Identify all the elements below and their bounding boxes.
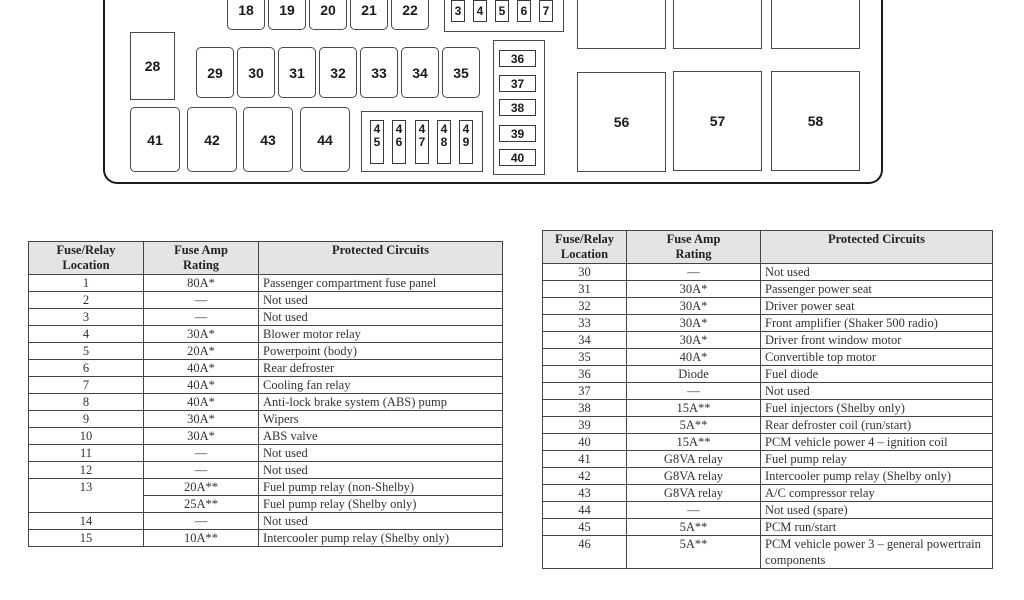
fuse-label: 35 <box>453 64 469 81</box>
fuse-label-bottom: 5 <box>373 135 381 149</box>
cell-rating: — <box>144 513 259 530</box>
fuse-32 <box>319 47 357 98</box>
cell-location: 34 <box>543 332 627 349</box>
cell-location: 30 <box>543 264 627 281</box>
header-circuits <box>761 231 993 264</box>
fuse-label: 20 <box>320 2 336 18</box>
cell-location: 15 <box>29 530 144 547</box>
cell-location: 13 <box>29 479 144 496</box>
fuse-43 <box>243 107 293 172</box>
fuse-30 <box>237 47 275 98</box>
table-row <box>543 485 993 502</box>
fuse-label-bottom: 6 <box>395 135 403 149</box>
cell-rating: G8VA relay <box>627 468 761 485</box>
cell-location: 14 <box>29 513 144 530</box>
relay-label: 58 <box>807 113 824 129</box>
fuse-label: 6 <box>520 4 528 18</box>
mini-fuse-36 <box>499 50 536 67</box>
table-row <box>543 349 993 366</box>
fuse-label: 43 <box>260 131 276 148</box>
table-row <box>29 377 503 394</box>
table-row <box>543 264 993 281</box>
cell-location: 7 <box>29 377 144 394</box>
fuse-18 <box>227 0 265 30</box>
table-row <box>29 343 503 360</box>
mini-fuse-37 <box>499 75 536 92</box>
fuse-label: 22 <box>402 2 418 18</box>
cell-circuit: Fuel pump relay (Shelby only) <box>259 496 503 513</box>
cell-circuit: Wipers <box>259 411 503 428</box>
fuse-label: 42 <box>204 131 220 148</box>
table-row <box>543 400 993 417</box>
cell-rating: 30A* <box>627 281 761 298</box>
fuse-41 <box>130 107 180 172</box>
fuse-35 <box>442 47 480 98</box>
cell-rating: 5A** <box>627 417 761 434</box>
fuse-21 <box>350 0 388 30</box>
cell-rating: 40A* <box>627 349 761 366</box>
cell-rating: 80A* <box>144 275 259 292</box>
cell-rating: 30A* <box>627 298 761 315</box>
table-row <box>29 428 503 445</box>
table-row <box>543 519 993 536</box>
cell-location: 11 <box>29 445 144 462</box>
cell-circuit: Not used <box>259 445 503 462</box>
cell-rating: 15A** <box>627 400 761 417</box>
header-line: Fuse Amp <box>174 243 228 257</box>
cell-location <box>29 496 144 513</box>
cell-circuit: Not used <box>259 462 503 479</box>
header-line: Rating <box>675 247 712 261</box>
cell-location: 31 <box>543 281 627 298</box>
fuse-label: 31 <box>289 64 305 81</box>
header-circuits <box>259 242 503 275</box>
table-row <box>29 462 503 479</box>
table-row <box>543 315 993 332</box>
table-row <box>543 298 993 315</box>
fuse-label: 34 <box>412 64 428 81</box>
cell-location: 38 <box>543 400 627 417</box>
relay-54 <box>673 0 762 49</box>
cell-rating: 40A* <box>144 394 259 411</box>
cell-rating: — <box>144 309 259 326</box>
mini-fuse-4 <box>473 0 487 22</box>
cell-circuit: Powerpoint (body) <box>259 343 503 360</box>
cell-location: 2 <box>29 292 144 309</box>
fuse-label: 29 <box>207 64 223 81</box>
cell-circuit: Cooling fan relay <box>259 377 503 394</box>
cell-circuit: Anti-lock brake system (ABS) pump <box>259 394 503 411</box>
fuse-label-bottom: 7 <box>418 135 426 149</box>
cell-circuit: Fuel diode <box>761 366 993 383</box>
relay-57 <box>673 71 762 171</box>
cell-location: 43 <box>543 485 627 502</box>
fuse-29 <box>196 47 234 98</box>
cell-circuit: Front amplifier (Shaker 500 radio) <box>761 315 993 332</box>
table-row <box>543 332 993 349</box>
header-line: Protected Circuits <box>827 232 926 246</box>
cell-location: 33 <box>543 315 627 332</box>
cell-rating: — <box>144 292 259 309</box>
cell-rating: G8VA relay <box>627 451 761 468</box>
cell-circuit: Passenger compartment fuse panel <box>259 275 503 292</box>
cell-location: 45 <box>543 519 627 536</box>
table-row <box>543 281 993 298</box>
cell-rating: 15A** <box>627 434 761 451</box>
cell-rating: 25A** <box>144 496 259 513</box>
cell-rating: — <box>144 445 259 462</box>
fuse-label: 18 <box>238 2 254 18</box>
cell-rating: 20A* <box>144 343 259 360</box>
mini-fuse-48 <box>437 120 451 164</box>
cell-circuit: Not used <box>259 513 503 530</box>
table-row <box>29 360 503 377</box>
mini-fuse-47 <box>415 120 429 164</box>
fuse-label-top: 4 <box>440 122 448 136</box>
cell-circuit: PCM run/start <box>761 519 993 536</box>
fuse-31 <box>278 47 316 98</box>
cell-location: 5 <box>29 343 144 360</box>
fuse-label: 32 <box>330 64 346 81</box>
cell-circuit: Not used <box>761 264 993 281</box>
fuse-label-top: 4 <box>462 122 470 136</box>
fuse-42 <box>187 107 237 172</box>
fuse-label-top: 4 <box>395 122 403 136</box>
fuse-label: 36 <box>510 51 525 66</box>
cell-rating: — <box>144 462 259 479</box>
cell-circuit: Not used (spare) <box>761 502 993 519</box>
cell-circuit: Fuel pump relay (non-Shelby) <box>259 479 503 496</box>
fuse-19 <box>268 0 306 30</box>
mini-fuse-46 <box>392 120 406 164</box>
cell-rating: 30A* <box>627 315 761 332</box>
cell-location: 3 <box>29 309 144 326</box>
table-row <box>543 383 993 400</box>
table-header-row <box>543 231 993 264</box>
cell-circuit: PCM vehicle power 4 – ignition coil <box>761 434 993 451</box>
cell-circuit: Passenger power seat <box>761 281 993 298</box>
relay-56 <box>577 72 666 172</box>
mini-fuse-7 <box>539 0 553 22</box>
header-line: Protected Circuits <box>331 243 430 257</box>
header-line: Fuse Amp <box>666 232 721 246</box>
table-row <box>29 275 503 292</box>
cell-rating: — <box>627 383 761 400</box>
fuse-label-top: 4 <box>418 122 426 136</box>
table-row <box>543 502 993 519</box>
fuse-44 <box>300 107 350 172</box>
table-row <box>29 496 503 513</box>
cell-location: 35 <box>543 349 627 366</box>
cell-location: 1 <box>29 275 144 292</box>
cell-location: 6 <box>29 360 144 377</box>
cell-circuit: Not used <box>761 383 993 400</box>
cell-circuit: Not used <box>259 292 503 309</box>
table-row <box>29 292 503 309</box>
cell-rating: 30A* <box>144 428 259 445</box>
cell-rating: 30A* <box>144 411 259 428</box>
cell-rating: 10A** <box>144 530 259 547</box>
cell-circuit: PCM vehicle power 3 – general powertrain components <box>761 536 993 569</box>
cell-location: 37 <box>543 383 627 400</box>
fuse-label: 44 <box>317 131 333 148</box>
cell-circuit: Convertible top motor <box>761 349 993 366</box>
cell-circuit: Not used <box>259 309 503 326</box>
table-row <box>543 536 993 569</box>
table-row <box>29 326 503 343</box>
header-line: Fuse/Relay <box>56 243 116 257</box>
cell-rating: — <box>627 264 761 281</box>
mini-fuse-49 <box>459 120 473 164</box>
fuse-label: 37 <box>510 76 525 91</box>
relay-label: 56 <box>613 114 630 130</box>
header-rating <box>627 231 761 264</box>
cell-location: 32 <box>543 298 627 315</box>
cell-location: 39 <box>543 417 627 434</box>
table-row <box>543 468 993 485</box>
cell-location: 12 <box>29 462 144 479</box>
fuse-label: 38 <box>510 100 525 115</box>
header-rating <box>144 242 259 275</box>
cell-location: 41 <box>543 451 627 468</box>
cell-location: 46 <box>543 536 627 569</box>
cell-rating: 40A* <box>144 377 259 394</box>
relay-55 <box>771 0 860 49</box>
mini-fuse-6 <box>517 0 531 22</box>
cell-rating: — <box>627 502 761 519</box>
fuse-label: 40 <box>510 150 525 165</box>
fuse-label-bottom: 8 <box>440 135 448 149</box>
table-row <box>29 479 503 496</box>
table-row <box>543 417 993 434</box>
table-header-row <box>29 242 503 275</box>
mini-fuse-45 <box>370 120 384 164</box>
fuse-label: 19 <box>279 2 295 18</box>
fuse-label: 21 <box>361 2 377 18</box>
cell-circuit: Rear defroster <box>259 360 503 377</box>
cell-rating: 40A* <box>144 360 259 377</box>
mini-fuse-38 <box>499 99 536 116</box>
fuse-label-bottom: 9 <box>462 135 470 149</box>
mini-fuse-40 <box>499 149 536 166</box>
fuse-label: 33 <box>371 64 387 81</box>
table-row <box>29 513 503 530</box>
cell-circuit: A/C compressor relay <box>761 485 993 502</box>
cell-rating: 30A* <box>627 332 761 349</box>
relay-53 <box>577 0 666 49</box>
relay-label: 57 <box>709 113 726 129</box>
header-line: Fuse/Relay <box>554 232 615 246</box>
table-row <box>29 309 503 326</box>
fuse-22 <box>391 0 429 30</box>
cell-circuit: Intercooler pump relay (Shelby only) <box>259 530 503 547</box>
header-location <box>29 242 144 275</box>
cell-rating: 5A** <box>627 519 761 536</box>
table-row <box>29 445 503 462</box>
mini-fuse-39 <box>499 125 536 142</box>
fuse-label: 4 <box>476 4 484 18</box>
cell-rating: 30A* <box>144 326 259 343</box>
header-line: Rating <box>182 258 220 272</box>
cell-circuit: Intercooler pump relay (Shelby only) <box>761 468 993 485</box>
cell-circuit: Driver front window motor <box>761 332 993 349</box>
cell-location: 40 <box>543 434 627 451</box>
fuse-20 <box>309 0 347 30</box>
table-row <box>543 366 993 383</box>
fuse-label: 5 <box>498 4 506 18</box>
table-row <box>29 530 503 547</box>
cell-location: 8 <box>29 394 144 411</box>
header-line: Location <box>62 258 110 272</box>
cell-rating: G8VA relay <box>627 485 761 502</box>
header-line: Location <box>560 247 609 261</box>
cell-location: 44 <box>543 502 627 519</box>
cell-circuit: ABS valve <box>259 428 503 445</box>
header-location <box>543 231 627 264</box>
relay-58 <box>771 71 860 171</box>
cell-rating: 5A** <box>627 536 761 569</box>
fuse-33 <box>360 47 398 98</box>
fuse-label: 39 <box>510 126 525 141</box>
cell-circuit: Blower motor relay <box>259 326 503 343</box>
cell-location: 4 <box>29 326 144 343</box>
table-row <box>543 451 993 468</box>
cell-rating: 20A** <box>144 479 259 496</box>
cell-location: 10 <box>29 428 144 445</box>
fuse-label: 30 <box>248 64 264 81</box>
fuse-label: 3 <box>454 4 462 18</box>
cell-circuit: Fuel injectors (Shelby only) <box>761 400 993 417</box>
cell-circuit: Driver power seat <box>761 298 993 315</box>
fuse-label: 41 <box>147 131 163 148</box>
fuse-label: 28 <box>144 58 161 74</box>
fuse-28 <box>130 32 175 100</box>
mini-fuse-5 <box>495 0 509 22</box>
cell-location: 42 <box>543 468 627 485</box>
cell-location: 9 <box>29 411 144 428</box>
table-row <box>29 411 503 428</box>
fuse-label-top: 4 <box>373 122 381 136</box>
cell-rating: Diode <box>627 366 761 383</box>
mini-fuse-3 <box>451 0 465 22</box>
cell-circuit: Rear defroster coil (run/start) <box>761 417 993 434</box>
fuse-34 <box>401 47 439 98</box>
table-row <box>29 394 503 411</box>
cell-circuit: Fuel pump relay <box>761 451 993 468</box>
fuse-label: 7 <box>542 4 550 18</box>
fuse-table-right <box>542 230 993 569</box>
cell-location: 36 <box>543 366 627 383</box>
table-row <box>543 434 993 451</box>
fuse-table-left <box>28 241 503 547</box>
